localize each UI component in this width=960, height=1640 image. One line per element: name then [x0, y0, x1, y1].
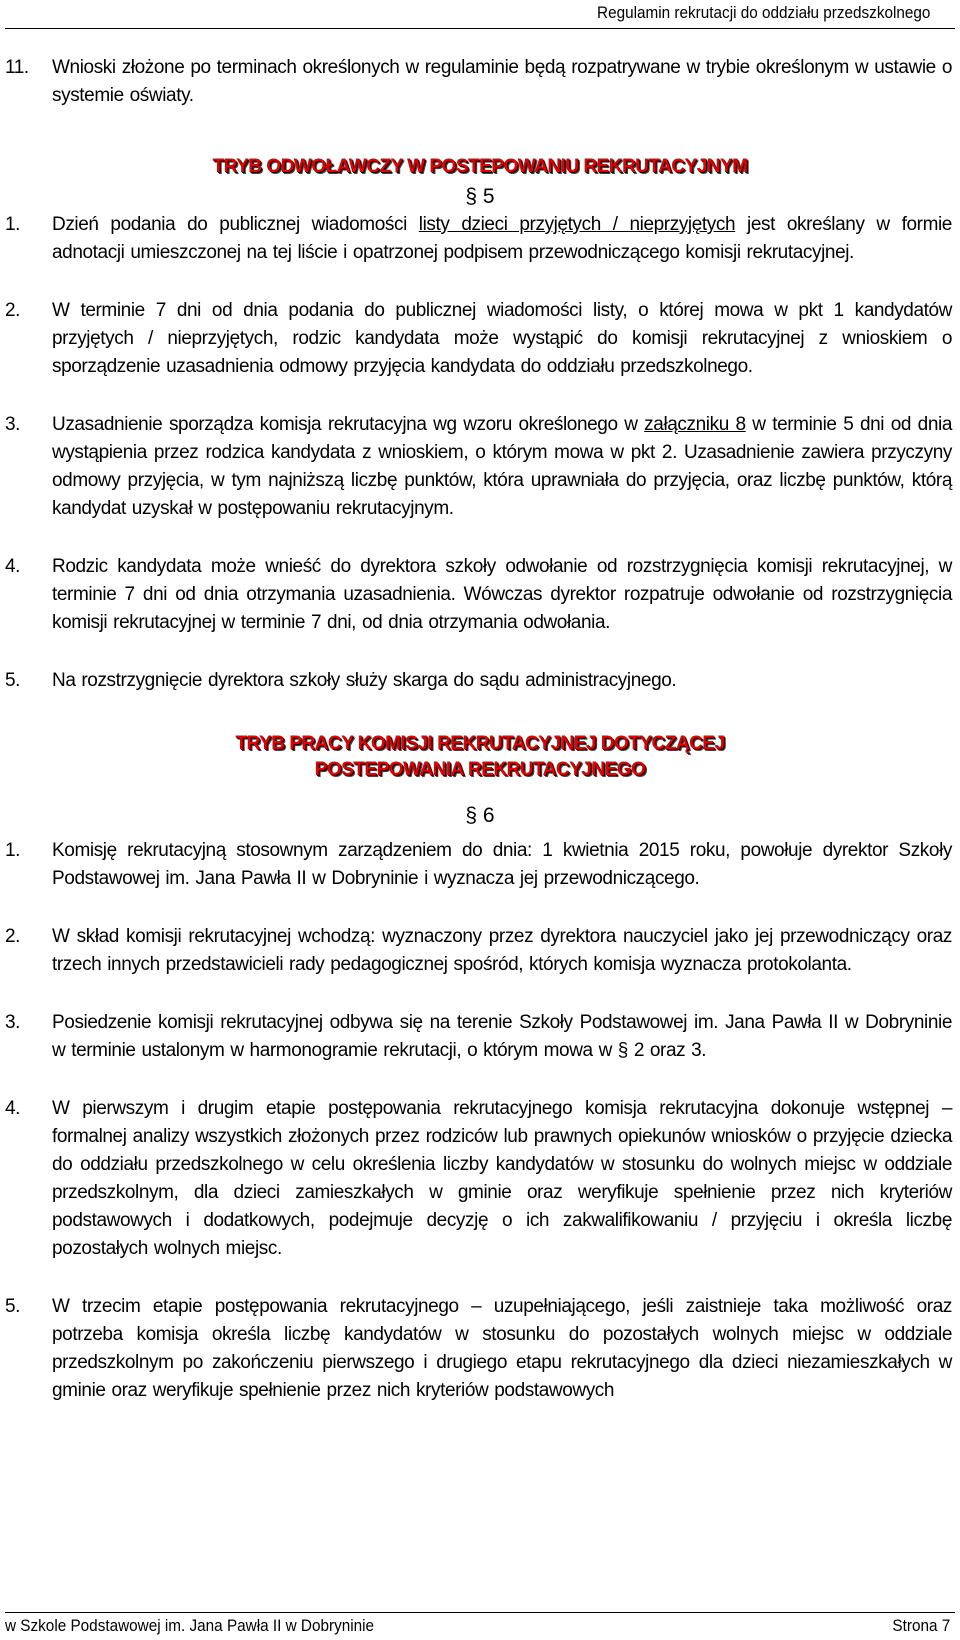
- s5-paragraph-2: [5, 297, 952, 381]
- page-number: Strona 7: [892, 1616, 950, 1635]
- section-heading-appeal: TRYB ODWOŁAWCZY W POSTEPOWANIU REKRUTACYJNYM: [212, 156, 748, 177]
- paragraph-text: W pierwszym i drugim etapie postępowania rekrutacyjnego komisja rekrutacyjna dokonuje wstępnej – formalnej analizy wszystkich złożonych przez rodziców lub prawnych opiekunów wniosków o przyjęcie dziecka do oddziału przedszkolnego w celu określenia liczby kandydatów w stosunku do wolnych miejsc w oddziale przedszkolnym, dla dzieci zamieszkałych w gminie oraz weryfikuje spełnienie przez nich kryteriów podstawowych i dodatkowych, podejmuje decyzję o ich zakwalifikowaniu / przyjęciu i określa liczbę pozostałych wolnych miejsc.: [52, 1098, 952, 1259]
- paragraph-number: 3.: [5, 414, 21, 435]
- s6-paragraph-1: [5, 837, 952, 893]
- paragraph-number: 1.: [5, 840, 21, 861]
- paragraph-number: 1.: [5, 214, 21, 235]
- paragraph-text: W trzecim etapie postępowania rekrutacyjnego – uzupełniającego, jeśli zaistnieje taka możliwość oraz potrzeba komisja określa liczbę kandydatów w stosunku do pozostałych wolnych miejsc w oddziale przedszkolnym po zakończeniu pierwszego i drugiego etapu rekrutacyjnego dla dzieci niezamieszkałych w gminie oraz weryfikuje spełnienie przez nich kryteriów podstawowych: [52, 1296, 952, 1401]
- paragraph-text: Wnioski złożone po terminach określonych w regulaminie będą rozpatrywane w trybie określonym w ustawie o systemie oświaty.: [52, 57, 952, 106]
- paragraph-text: Rodzic kandydata może wnieść do dyrektora szkoły odwołanie od rozstrzygnięcia komisji rekrutacyjnej, w terminie 7 dni od dnia otrzymania uzasadnienia. Wówczas dyrektor rozpatruje odwołanie od rozstrzygnięcia komisji rekrutacyjnej w terminie 7 dni, od dnia otrzymania odwołania.: [52, 556, 952, 633]
- paragraph-text: Na rozstrzygnięcie dyrektora szkoły służy skarga do sądu administracyjnego.: [52, 670, 677, 691]
- paragraph-number: 5.: [5, 670, 21, 691]
- paragraph-number: 3.: [5, 1012, 21, 1033]
- paragraph-text: w terminie 5 dni od dnia wystąpienia przez rodzica kandydata z wnioskiem, o którym mowa w pkt 2. Uzasadnienie zawiera przyczyny odmowy przyjęcia, w tym najniższą liczbę punktów, która uprawniała do przyjęcia, oraz liczbę punktów, którą kandydat uzyskał w postępowaniu rekrutacyjnym.: [52, 414, 953, 519]
- s5-paragraph-4: [5, 553, 952, 637]
- paragraph-number: 2.: [5, 926, 21, 947]
- paragraph-text: Dzień podania do publicznej wiadomości: [52, 214, 419, 235]
- page-header-title: Regulamin rekrutacji do oddziału przedszkolnego: [596, 3, 930, 22]
- footer-school-name: w Szkole Podstawowej im. Jana Pawła II w Dobryninie: [5, 1616, 375, 1635]
- s5-paragraph-1: [5, 211, 952, 267]
- s6-paragraph-5: [5, 1293, 952, 1405]
- section-heading-commission: [0, 731, 960, 783]
- underlined-text: listy dzieci przyjętych / nieprzyjętych: [418, 214, 736, 235]
- paragraph-text: Uzasadnienie sporządza komisja rekrutacyjna wg wzoru określonego w: [52, 414, 645, 435]
- section-number-5: § 5: [465, 185, 495, 208]
- section-number-6: § 6: [465, 804, 495, 827]
- s6-paragraph-2: [5, 923, 952, 979]
- paragraph-text: Komisję rekrutacyjną stosownym zarządzeniem do dnia: 1 kwietnia 2015 roku, powołuje dyrektor Szkoły Podstawowej im. Jana Pawła II w Dobryninie i wyznacza jej przewodniczącego.: [52, 840, 952, 889]
- paragraph-number: 4.: [5, 1098, 21, 1119]
- header-divider: [5, 28, 955, 29]
- footer-divider: [5, 1612, 955, 1613]
- paragraph-text: W terminie 7 dni od dnia podania do publicznej wiadomości listy, o której mowa w pkt 1 kandydatów przyjętych / nieprzyjętych, rodzic kandydata może wystąpić do komisji rekrutacyjnej z wnioskiem o sporządzenie uzasadnienia odmowy przyjęcia kandydata do oddziału przedszkolnego.: [52, 300, 952, 377]
- paragraph-text: Posiedzenie komisji rekrutacyjnej odbywa się na terenie Szkoły Podstawowej im. Jana Pawła II w Dobryninie w terminie ustalonym w harmonogramie rekrutacji, o którym mowa w § 2 oraz 3.: [52, 1012, 952, 1061]
- paragraph-number: 11.: [5, 57, 29, 78]
- s5-paragraph-3: [5, 411, 952, 523]
- document-body: [0, 54, 960, 1405]
- s5-paragraph-5: [5, 667, 952, 695]
- attachment-reference: załączniku 8: [644, 414, 746, 435]
- s6-paragraph-3: [5, 1009, 952, 1065]
- s6-paragraph-4: [5, 1095, 952, 1263]
- paragraph-11: [5, 54, 952, 110]
- paragraph-text: jest określany w formie adnotacji umieszczonej na tej liście i opatrzonej podpisem przewodniczącego komisji rekrutacyjnej.: [52, 214, 952, 263]
- paragraph-number: 4.: [5, 556, 21, 577]
- paragraph-number: 2.: [5, 300, 21, 321]
- heading-line: TRYB PRACY KOMISJI REKRUTACYJNEJ DOTYCZĄCEJ: [235, 733, 725, 754]
- paragraph-text: W skład komisji rekrutacyjnej wchodzą: wyznaczony przez dyrektora nauczyciel jako jej przewodniczący oraz trzech innych przedstawicieli rady pedagogicznej spośród, których komisja wyznacza protokolanta.: [52, 926, 952, 975]
- paragraph-number: 5.: [5, 1296, 21, 1317]
- heading-line: POSTEPOWANIA REKRUTACYJNEGO: [314, 759, 646, 780]
